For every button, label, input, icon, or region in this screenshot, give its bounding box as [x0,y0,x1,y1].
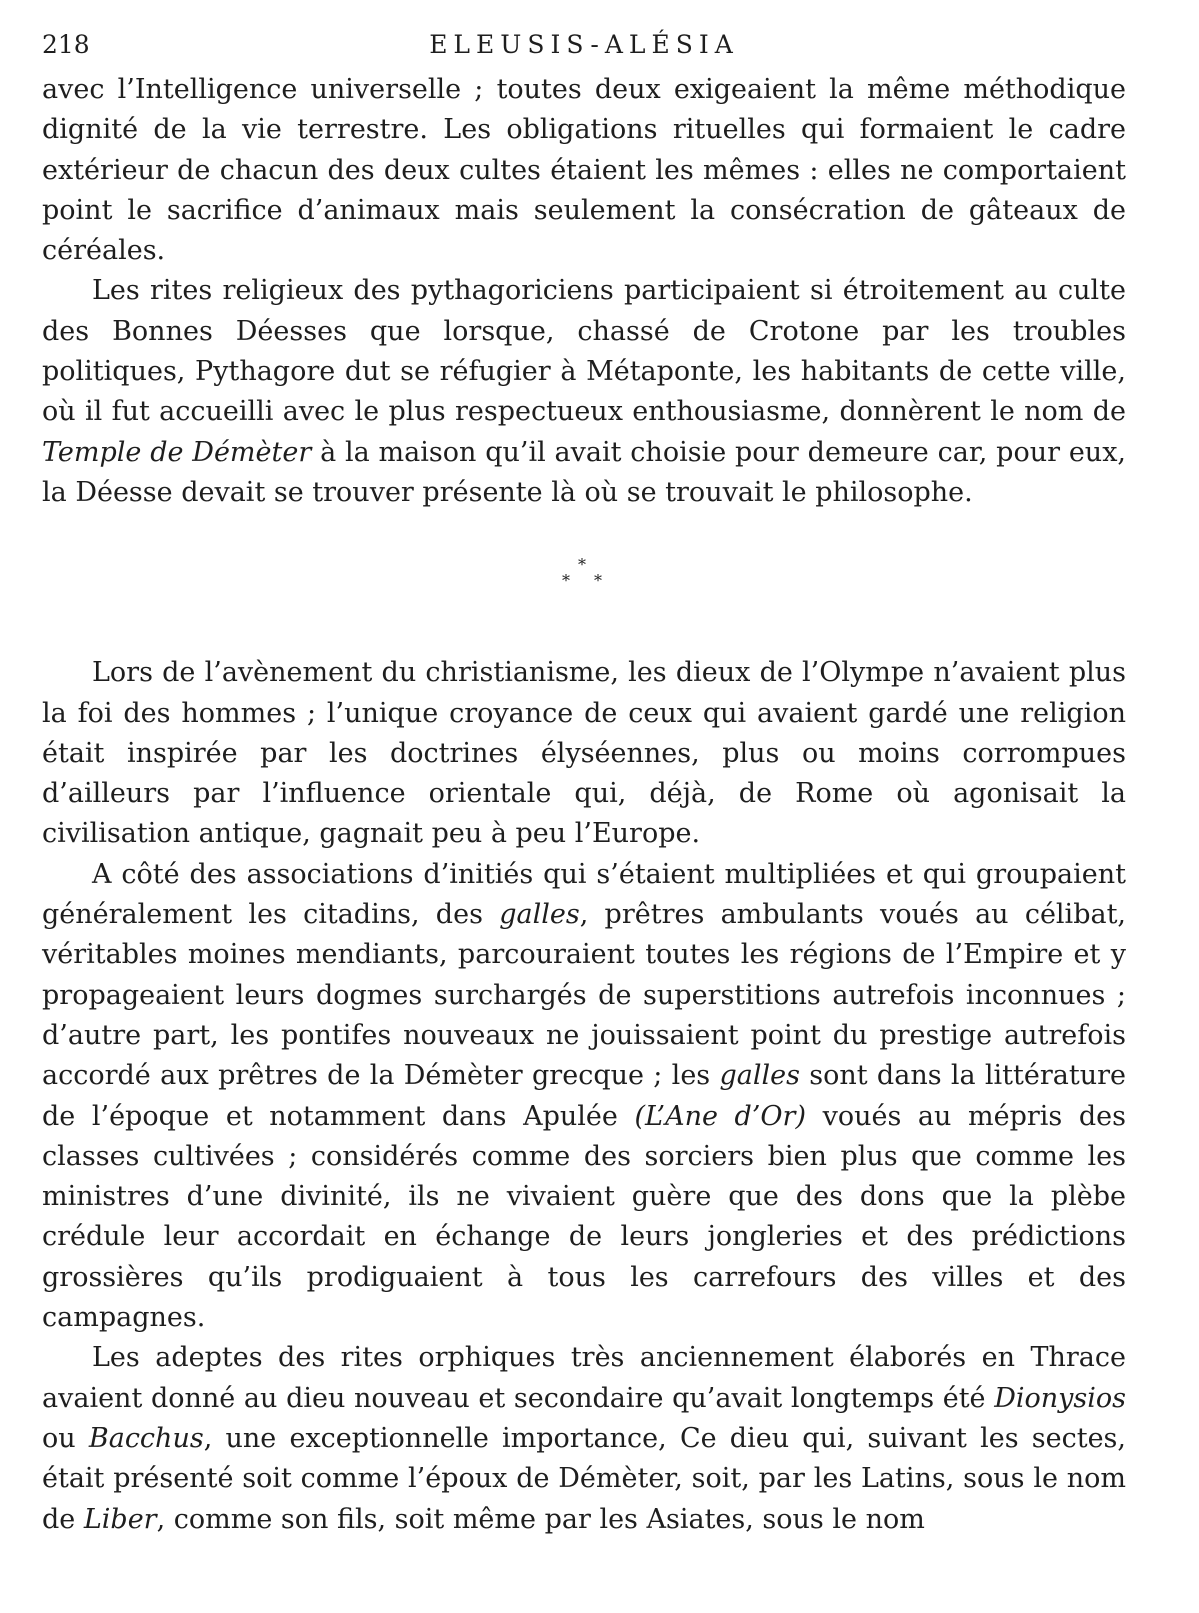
asterism-star-top: * [578,555,586,575]
paragraph-4-text-c: sont dans la littérature de l’époque et notamment dans Apulée [42,1060,1126,1132]
running-head [42,30,1126,70]
paragraph-2 [42,271,1126,513]
paragraph-4-italic-galles-1: galles [499,899,580,931]
paragraph-3 [42,653,1126,854]
paragraph-1 [42,70,1126,271]
paragraph-5-text-c: , une exceptionnelle importance, Ce dieu qui, suivant les sectes, était présenté soit comme l’époux de Démèter, soit, par les Latins, sous le nom de [42,1422,1126,1535]
running-title: ELEUSIS-ALÉSIA [429,30,739,59]
paragraph-2-text-a: Les rites religieux des pythagoriciens participaient si étroitement au culte des Bonnes Déesses que lorsque, chassé de Crotone par les troubles politiques, Pythagore dut se réfugier à Métaponte, les habitants de cette ville, où il fut accueilli avec le plus respectueux enthousiasme, donnèrent le nom de [42,275,1126,428]
asterism-star-right: * [594,571,602,591]
paragraph-5-text-b: ou [42,1422,89,1454]
paragraph-4 [42,855,1126,1339]
paragraph-4-text-d: voués au mépris des classes cultivées ; considérés comme des sorciers bien plus que comme les ministres d’une divinité, ils ne vivaient guère que des dons que la plèbe crédule leur accordait en échange de leurs jongleries et des prédictions grossières qu’ils prodiguaient à tous les carrefours des villes et des campagnes. [42,1100,1126,1334]
page-number: 218 [42,30,90,59]
paragraph-2-italic-temple: Temple de Démèter [42,436,312,468]
paragraph-4-text-b: , prêtres ambulants voués au célibat, véritables moines mendiants, parcouraient toutes les régions de l’Empire et y propageaient leurs dogmes surchargés de superstitions autrefois inconnues ; d’autre part, les pontifes nouveaux ne jouissaient point du prestige autrefois accordé aux prêtres de la Démèter grecque ; les [42,899,1127,1092]
paragraph-2-text-b: à la maison qu’il avait choisie pour demeure car, pour eux, la Déesse devait se trouver présente là où se trouvait le philosophe. [42,436,1127,508]
paragraph-5-italic-bacchus: Bacchus [88,1422,204,1454]
paragraph-3-text: Lors de l’avènement du christianisme, les dieux de l’Olympe n’avaient plus la foi des hommes ; l’unique croyance de ceux qui avaient gardé une religion était inspirée par les doctrines élyséennes, plus ou moins corrompues d’ailleurs par l’influence orientale qui, déjà, de Rome où agonisait la civilisation antique, gagnait peu à peu l’Europe. [42,657,1126,850]
paragraph-1-text: avec l’Intelligence universelle ; toutes deux exigeaient la même méthodique dignité de la vie terrestre. Les obligations rituelles qui formaient le cadre extérieur de chacun des deux cultes étaient les mêmes : elles ne comportaient point le sacrifice d’animaux mais seulement la consécration de gâteaux de céréales. [42,74,1126,267]
paragraph-5-text-a: Les adeptes des rites orphiques très anciennement élaborés en Thrace avaient donné au dieu nouveau et secondaire qu’avait longtemps été [42,1342,1126,1414]
book-page [42,30,1126,1540]
paragraph-4-text-a: A côté des associations d’initiés qui s’étaient multipliées et qui groupaient généralement les citadins, des [42,858,1126,931]
paragraph-5 [42,1338,1126,1539]
section-break-asterism [42,513,1126,653]
paragraph-4-italic-ane-dor: (L’Ane d’Or) [634,1100,806,1132]
asterism-star-left: * [562,571,570,591]
paragraph-4-italic-galles-2: galles [719,1060,800,1092]
paragraph-5-italic-liber: Liber [83,1503,157,1535]
paragraph-5-italic-dionysios: Dionysios [994,1382,1126,1414]
paragraph-5-text-d: , comme son fils, soit même par les Asiates, sous le nom [156,1503,925,1535]
